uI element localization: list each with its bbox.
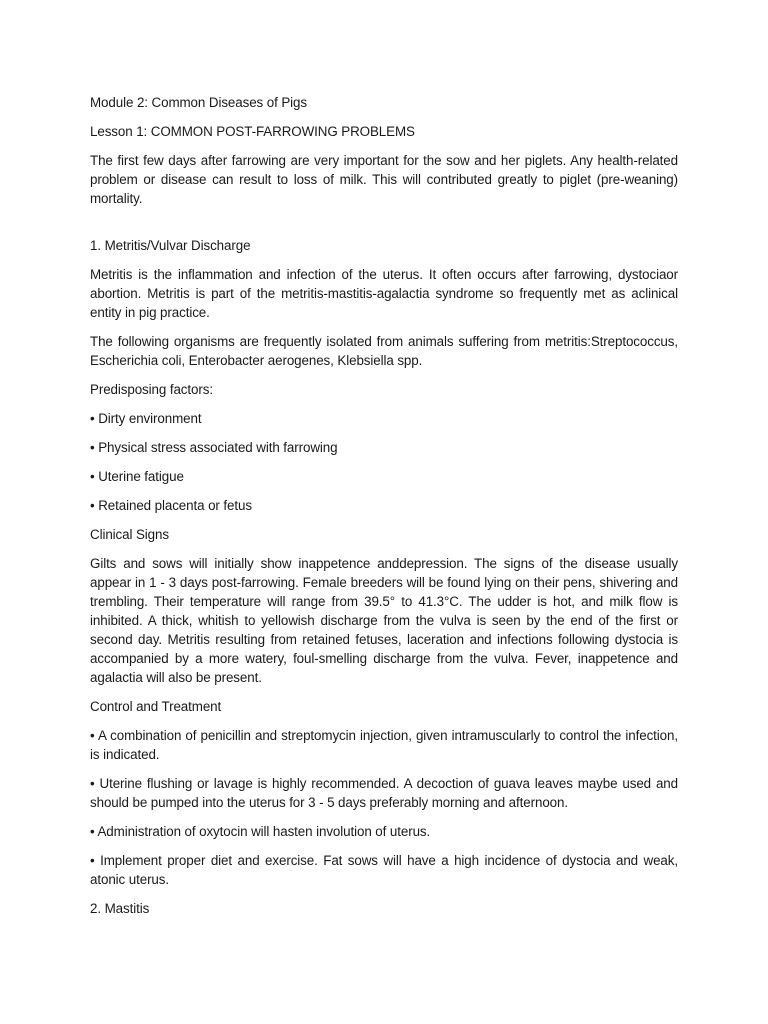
list-item: • Uterine fatigue [90,469,184,484]
clinical-signs-label: Clinical Signs [90,527,169,542]
section-heading-metritis: 1. Metritis/Vulvar Discharge [90,238,251,253]
clinical-signs-text: Gilts and sows will initially show inappetence anddepression. The signs of the disease usually appear in 1 - 3 days post-farrowing. Female breeders will be found lying on their pens, shivering and trembling. Their temperature will range from 39.5° to 41.3°C. The udder is hot, and milk flow is inhibited. A thick, whitish to yellowish discharge from the vulva is seen by the end of the first or second day. Metritis resulting from retained fetuses, laceration and infections following dystocia is accompanied by a more watery, foul-smelling discharge from the vulva. Fever, inappetence and agalactia will also be present. [90,556,678,685]
metritis-definition: Metritis is the inflammation and infection of the uterus. It often occurs after farrowing, dystociaor abortion. Metritis is part of the metritis-mastitis-agalactia syndrome so frequently met as aclinical entity in pig practice. [90,267,678,320]
list-item: • A combination of penicillin and streptomycin injection, given intramuscularly to control the infection, is indicated. [90,728,678,762]
intro-paragraph: The first few days after farrowing are very important for the sow and her piglets. Any health-related problem or disease can result to loss of milk. This will contributed greatly to piglet (pre-weaning) mortality. [90,153,678,206]
document-page [90,93,678,928]
metritis-organisms: The following organisms are frequently isolated from animals suffering from metritis:Streptococcus, Escherichia coli, Enterobacter aerogenes, Klebsiella spp. [90,334,678,368]
list-item: • Dirty environment [90,411,202,426]
list-item: • Implement proper diet and exercise. Fat sows will have a high incidence of dystocia and weak, atonic uterus. [90,853,678,887]
list-item: • Administration of oxytocin will hasten involution of uterus. [90,824,431,839]
list-item: • Physical stress associated with farrowing [90,440,338,455]
section-heading-mastitis: 2. Mastitis [90,901,150,916]
control-treatment-label: Control and Treatment [90,699,222,714]
list-item: • Retained placenta or fetus [90,498,252,513]
lesson-title: Lesson 1: COMMON POST-FARROWING PROBLEMS [90,124,415,139]
module-title: Module 2: Common Diseases of Pigs [90,95,307,110]
predisposing-label: Predisposing factors: [90,382,213,397]
list-item: • Uterine flushing or lavage is highly recommended. A decoction of guava leaves maybe used and should be pumped into the uterus for 3 - 5 days preferably morning and afternoon. [90,776,678,810]
